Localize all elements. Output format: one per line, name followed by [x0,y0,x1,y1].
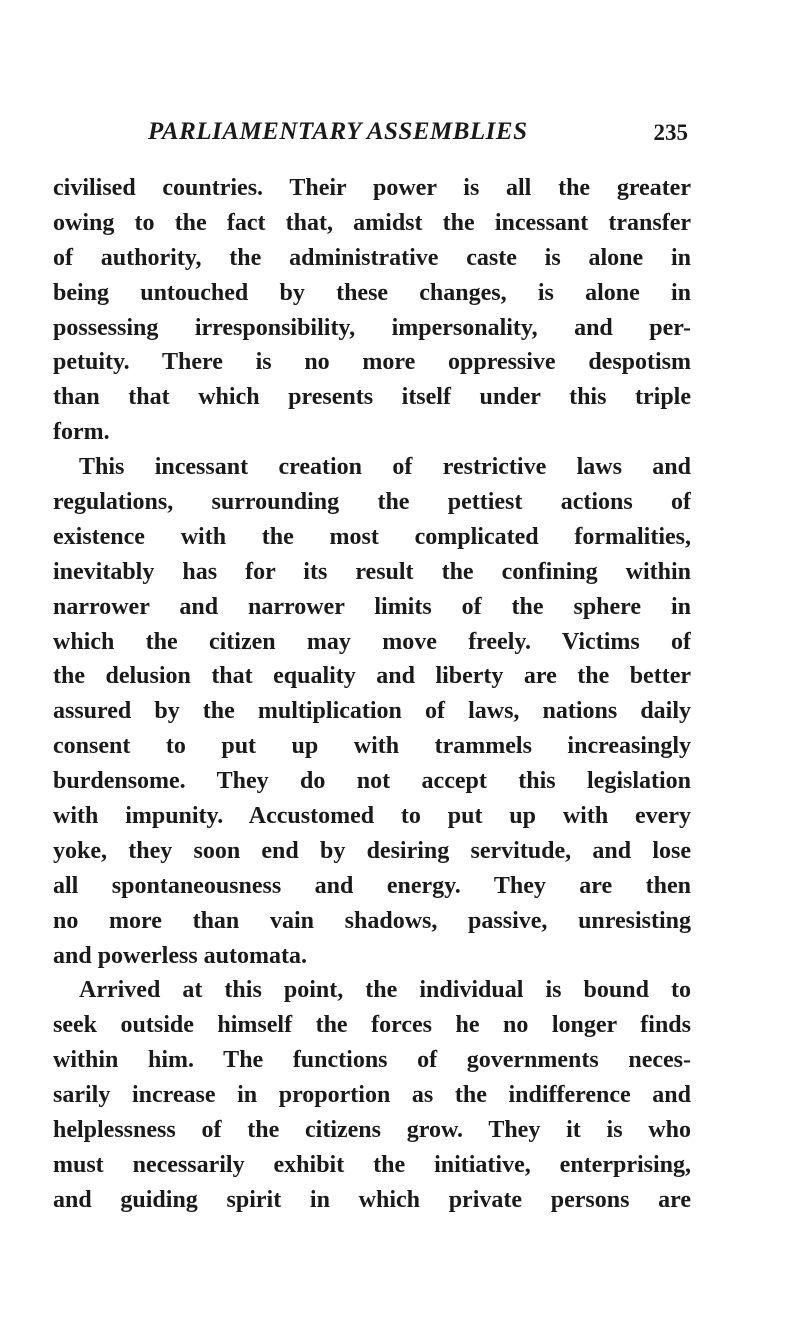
text-line: with impunity. Accustomed to put up with every [53,803,691,830]
text-line: regulations, surrounding the pettiest actions of [53,489,691,516]
text-line: possessing irresponsibility, impersonality, and per- [53,314,691,341]
text-line: sarily increase in proportion as the indifference and [53,1082,691,1109]
text-line: consent to put up with trammels increasingly [53,733,691,760]
text-line: of authority, the administrative caste is alone in [53,244,691,271]
body-text [53,171,691,1218]
text-line: must necessarily exhibit the initiative, enterprising, [53,1151,691,1178]
text-line: helplessness of the citizens grow. They it is who [53,1117,691,1144]
text-line: no more than vain shadows, passive, unresisting [53,907,691,934]
text-line: all spontaneousness and energy. They are then [53,872,691,899]
paragraph-2 [53,450,691,973]
text-line: narrower and narrower limits of the sphere in [53,593,691,620]
text-line: within him. The functions of governments neces- [53,1047,691,1074]
text-line: petuity. There is no more oppressive despotism [53,349,691,376]
text-line: existence with the most complicated formalities, [53,523,691,550]
text-line: which the citizen may move freely. Victims of [53,628,691,655]
text-line: Arrived at this point, the individual is bound to [79,977,691,1004]
text-line: seek outside himself the forces he no longer finds [53,1012,691,1039]
text-line: the delusion that equality and liberty are the better [53,663,691,690]
text-line: inevitably has for its result the confining within [53,558,691,585]
text-line: than that which presents itself under this triple [53,384,691,411]
running-head [148,118,688,152]
text-line: being untouched by these changes, is alone in [53,279,691,306]
running-title: PARLIAMENTARY ASSEMBLIES [148,118,528,145]
text-line: and guiding spirit in which private persons are [53,1186,691,1213]
text-line: and powerless automata. [53,942,308,969]
text-line: This incessant creation of restrictive laws and [79,454,691,481]
page-number: 235 [653,120,688,145]
text-line: yoke, they soon end by desiring servitude, and lose [53,837,691,864]
text-line: burdensome. They do not accept this legislation [53,768,691,795]
paragraph-1 [53,171,691,450]
text-line: civilised countries. Their power is all the greater [53,175,691,201]
text-line: assured by the multiplication of laws, nations daily [53,698,691,725]
paragraph-3 [53,973,691,1217]
text-line: owing to the fact that, amidst the incessant transfer [53,209,691,236]
text-line: form. [53,419,110,446]
